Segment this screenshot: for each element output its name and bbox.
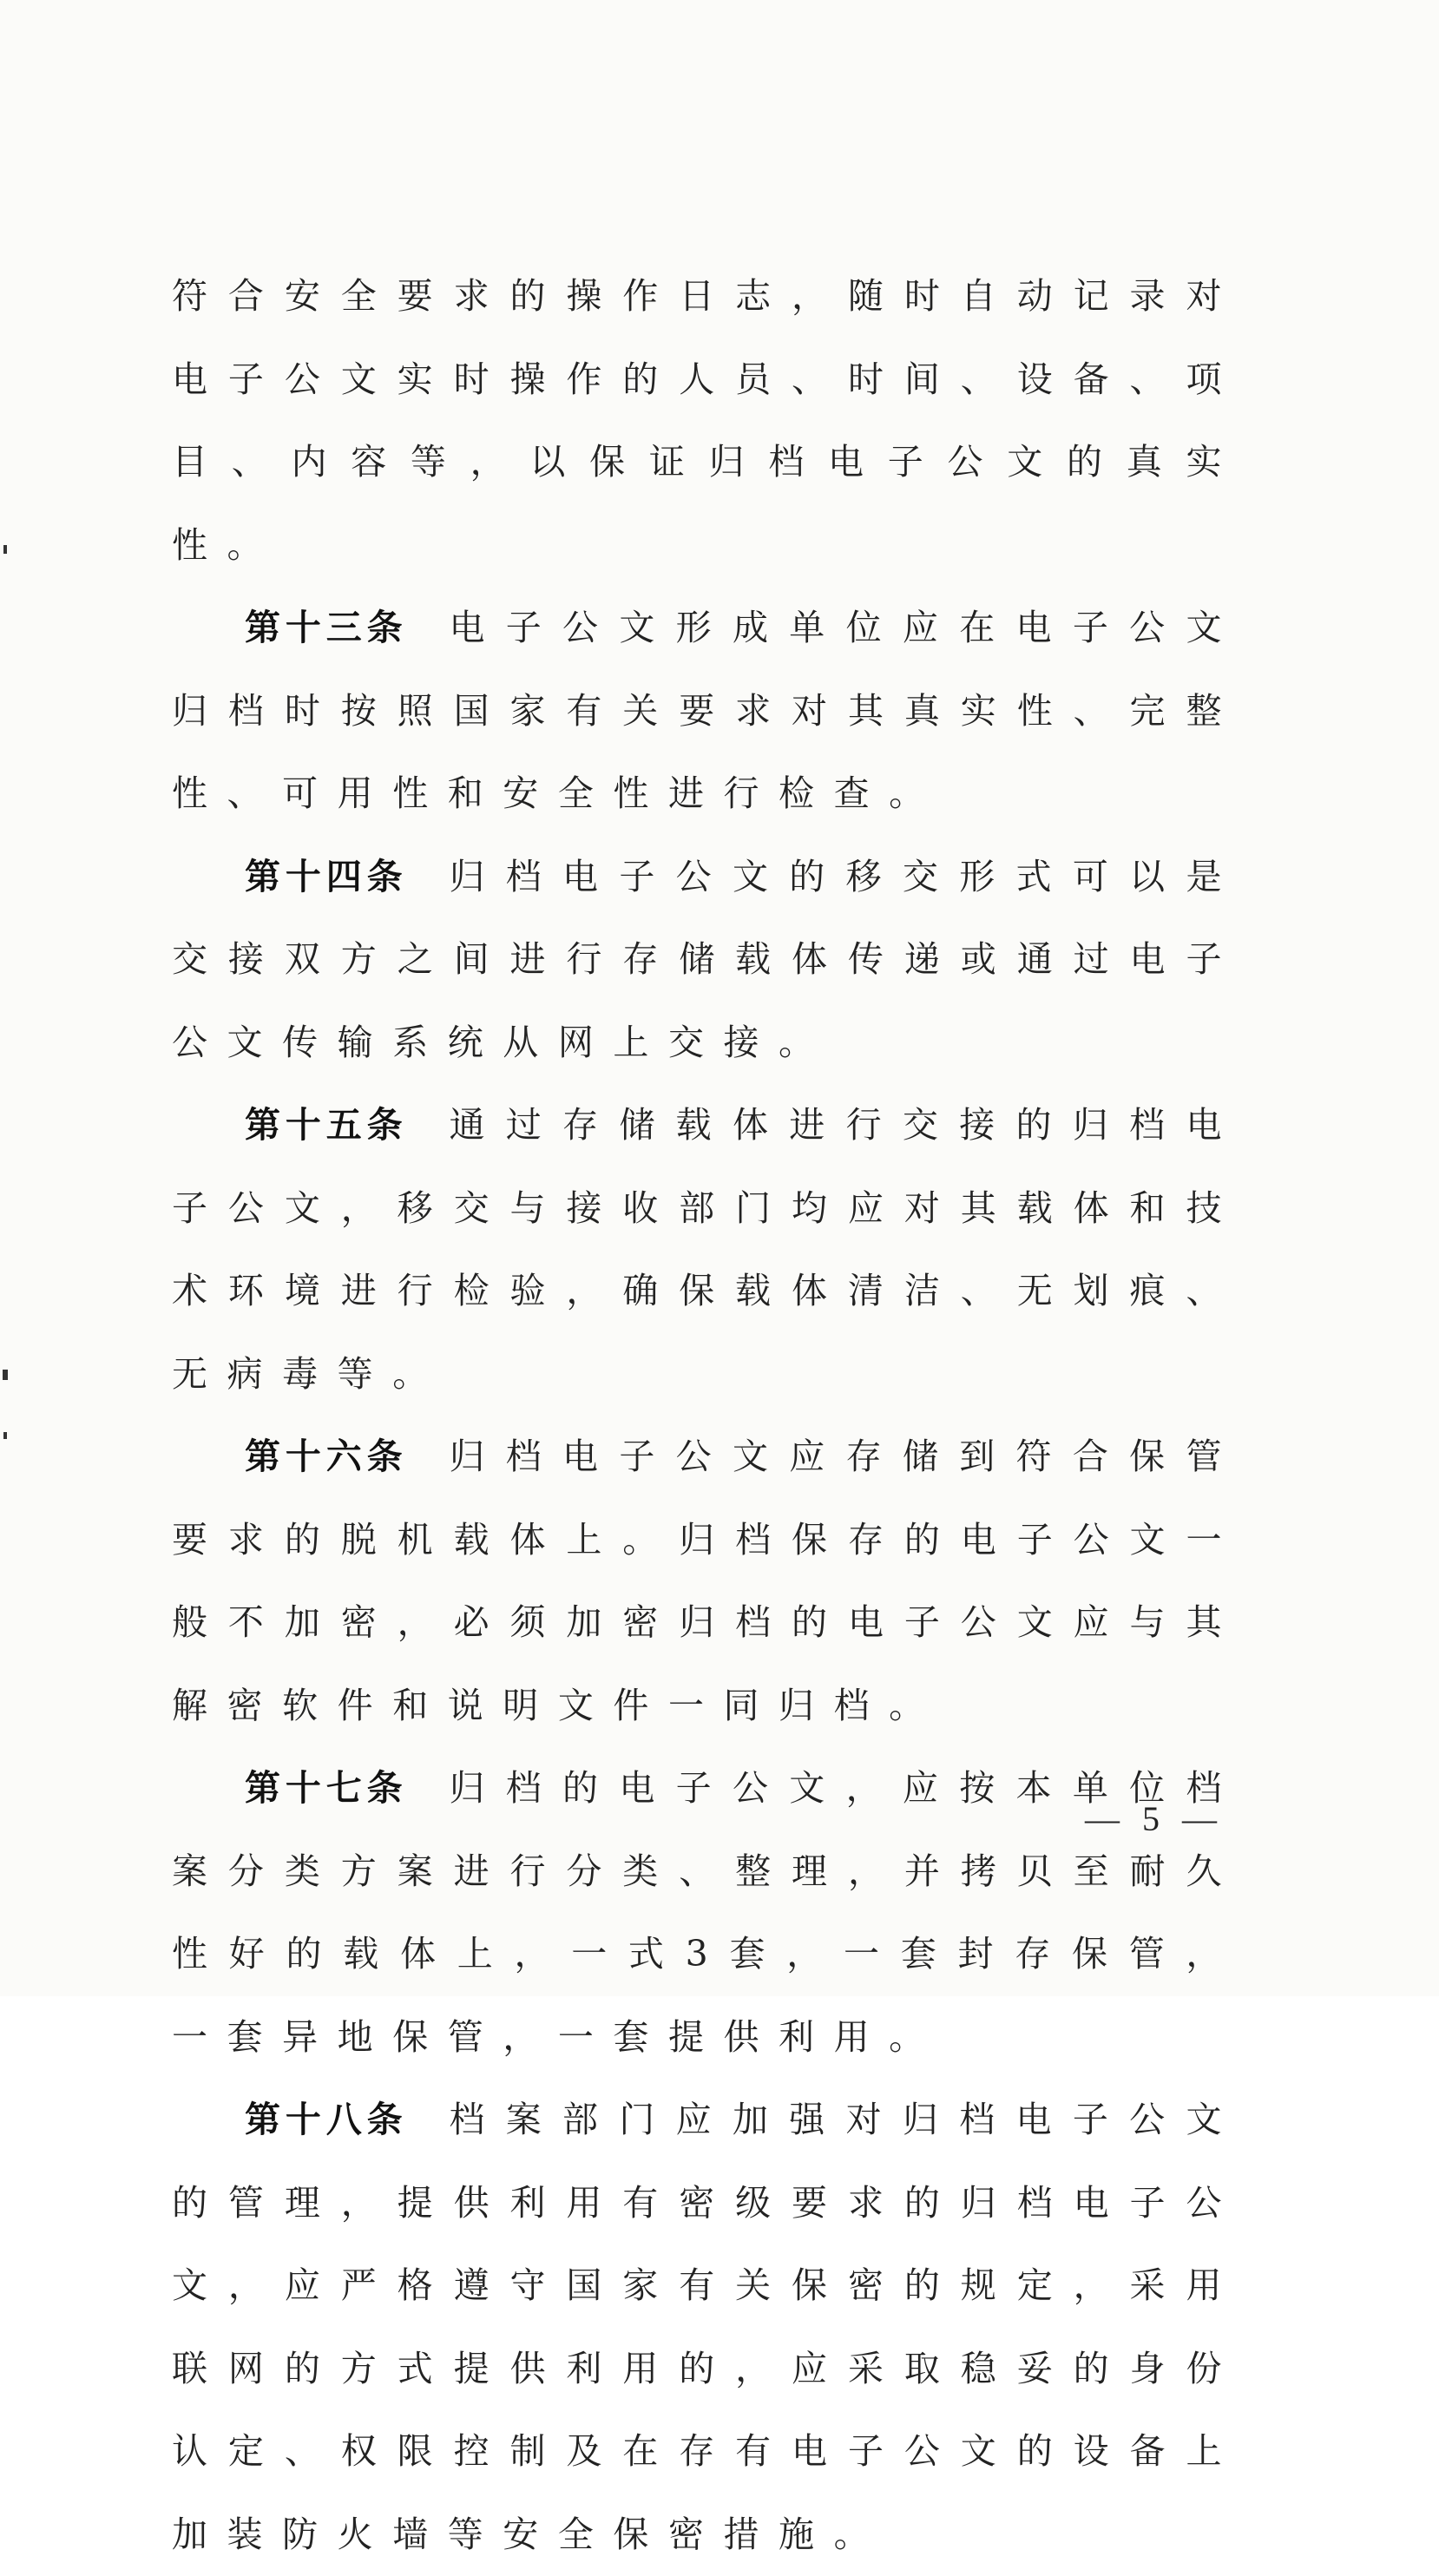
article-number: 第十七条 [245,1767,408,1809]
article-number: 第十四条 [245,855,408,897]
article-number: 第十五条 [245,1104,408,1146]
paragraph-text: 档案部门应加强对归档电子公文的管理，提供利用有密级要求的归档电子公文，应严格遵守国家有关保密的规定，采用联网的方式提供利用的，应采取稳妥的身份认定、权限控制及在存有电子公文的设备上加装防火墙等安全保密措施。 [172,2099,1241,2555]
paragraph-text: 通过存储载体进行交接的归档电子公文，移交与接收部门均应对其载体和技术环境进行检验，确保载体清洁、无划痕、无病毒等。 [172,1104,1241,1395]
article-number: 第十六条 [245,1436,408,1477]
paragraph-article-15 [172,1084,1241,1416]
scan-edge-mark [3,1432,7,1439]
page-number: — 5 — [1085,1799,1224,1838]
article-number: 第十三条 [245,607,408,648]
scan-edge-mark [3,1370,8,1380]
article-number: 第十八条 [245,2099,408,2140]
scan-edge-mark [3,545,7,554]
paragraph-article-17 [172,1747,1241,2079]
paragraph-article-14 [172,836,1241,1085]
paragraph-article-16 [172,1416,1241,1747]
paragraph-continuation [172,255,1241,587]
paragraph-text: 归档电子公文的移交形式可以是交接双方之间进行存储载体传递或通过电子公文传输系统从网上交接。 [172,855,1241,1063]
paragraph-article-18 [172,2079,1241,2576]
paragraph-article-13 [172,587,1241,836]
paragraph-text: 符合安全要求的操作日志，随时自动记录对电子公文实时操作的人员、时间、设备、项目、内容等，以保证归档电子公文的真实性。 [172,275,1241,566]
document-body [172,255,1241,2576]
paragraph-text: 归档电子公文应存储到符合保管要求的脱机载体上。归档保存的电子公文一般不加密，必须加密归档的电子公文应与其解密软件和说明文件一同归档。 [172,1436,1241,1726]
paragraph-text: 电子公文形成单位应在电子公文归档时按照国家有关要求对其真实性、完整性、可用性和安全性进行检查。 [172,607,1241,814]
paragraph-text: 归档的电子公文，应按本单位档案分类方案进行分类、整理，并拷贝至耐久性好的载体上，一式3套，一套封存保管，一套异地保管，一套提供利用。 [172,1767,1241,2058]
